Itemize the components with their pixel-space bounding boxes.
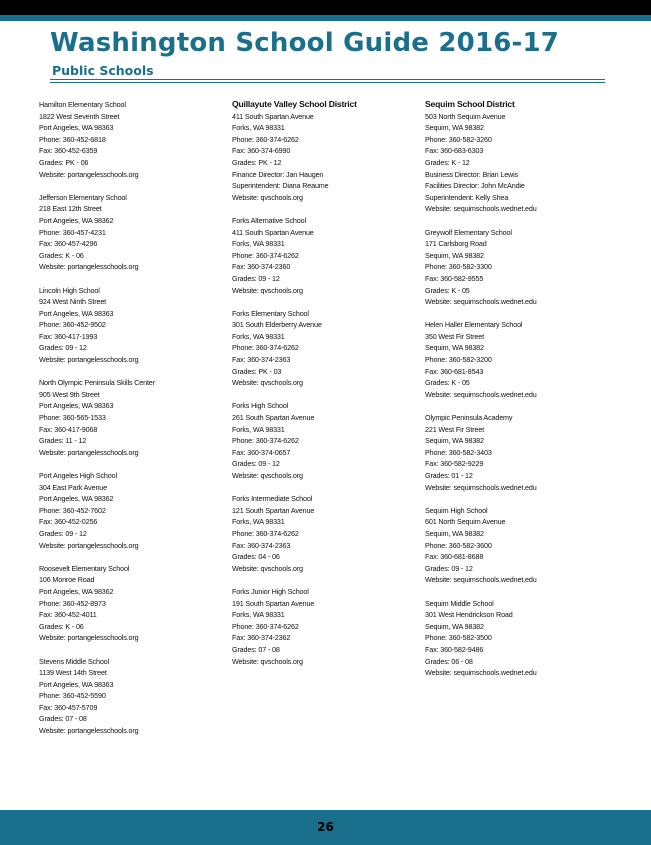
entry-line: Superintendent: Diana Reaume (232, 181, 329, 191)
entry-line: 1822 West Seventh Street (39, 111, 120, 121)
website-line: Website: qvschools.org (232, 471, 303, 480)
phone-line: Phone: 360-374-6262 (232, 436, 299, 446)
entry-line: 503 North Sequim Avenue (425, 111, 506, 121)
entry-line: Business Director: Brian Lewis (425, 169, 518, 179)
school-entry (39, 656, 224, 737)
grades-line: Grades: 01 - 12 (425, 471, 473, 480)
website-line: Website: portangelesschools.org (39, 726, 139, 736)
entry-line: Forks, WA 98331 (232, 424, 285, 434)
school-entry (39, 285, 224, 366)
district-header: Quillayute Valley School District (232, 99, 357, 109)
fax-line: Fax: 360-452-0256 (39, 517, 98, 527)
grades-line: Grades: 09 - 12 (39, 528, 87, 538)
grades-line: Grades: K - 06 (39, 621, 84, 631)
school-name: Roosevelt Elementary School (39, 563, 130, 573)
entry-line: Sequim, WA 98382 (425, 528, 484, 538)
entry-line: Forks, WA 98331 (232, 610, 285, 620)
entry-line: 121 South Spartan Avenue (232, 505, 315, 515)
phone-line: Phone: 360-582-3300 (425, 262, 492, 272)
fax-line: Fax: 360-582-9555 (425, 273, 484, 283)
entry-line: Sequim, WA 98382 (425, 250, 484, 260)
fax-line: Fax: 360-374-6990 (232, 146, 291, 156)
entry-line: 191 South Spartan Avenue (232, 598, 315, 608)
entry-line: Port Angeles, WA 98363 (39, 123, 114, 133)
phone-line: Phone: 360-374-6262 (232, 621, 299, 631)
fax-line: Fax: 360-582-9229 (425, 459, 484, 469)
school-entry (39, 377, 224, 458)
phone-line: Phone: 360-374-6262 (232, 528, 299, 538)
phone-line: Phone: 360-582-3260 (425, 134, 492, 144)
entry-line: Port Angeles, WA 98363 (39, 308, 114, 318)
page-title: Washington School Guide 2016-17 (50, 28, 560, 58)
fax-line: Fax: 360-417-9068 (39, 424, 98, 434)
fax-line: Fax: 360-681-8688 (425, 552, 484, 562)
phone-line: Phone: 360-374-6262 (232, 250, 299, 260)
website-line: Website: sequimschools.wednet.edu (425, 389, 537, 399)
phone-line: Phone: 360-565-1533 (39, 413, 106, 423)
school-entry (425, 111, 615, 215)
website-line: Website: sequimschools.wednet.edu (425, 204, 537, 214)
grades-line: Grades: 09 - 12 (232, 459, 280, 469)
entry-line: 301 West Hendrickson Road (425, 610, 513, 620)
school-name: Forks Elementary School (232, 308, 309, 318)
grades-line: Grades: PK - 03 (232, 366, 282, 376)
website-line: Website: sequimschools.wednet.edu (425, 575, 537, 585)
district-header: Sequim School District (425, 99, 515, 109)
entry-line: Port Angeles, WA 98362 (39, 586, 114, 596)
grades-line: Grades: K - 05 (425, 285, 470, 295)
fax-line: Fax: 360-452-4011 (39, 610, 97, 620)
website-line: Website: portangelesschools.org (39, 169, 139, 179)
grades-line: Grades: K - 05 (425, 378, 470, 388)
phone-line: Phone: 360-582-3600 (425, 540, 492, 550)
header-rule-top (50, 79, 605, 80)
phone-line: Phone: 360-374-6262 (232, 343, 299, 353)
fax-line: Fax: 360-457-5709 (39, 702, 98, 712)
school-name: Jefferson Elementary School (39, 192, 127, 202)
fax-line: Fax: 360-417-1993 (39, 331, 98, 341)
grades-line: Grades: 04 - 06 (232, 552, 280, 562)
entry-line: 301 South Elderberry Avenue (232, 320, 322, 330)
page-number: 26 (317, 820, 334, 834)
entry-line: 221 West Fir Street (425, 424, 484, 434)
website-line: Website: portangelesschools.org (39, 355, 139, 365)
fax-line: Fax: 360-374-2362 (232, 633, 291, 643)
website-line: Website: portangelesschools.org (39, 540, 139, 550)
school-name: Forks Intermediate School (232, 494, 313, 504)
website-line: Website: portangelesschools.org (39, 633, 139, 643)
school-name: Port Angeles High School (39, 471, 117, 480)
phone-line: Phone: 360-452-7602 (39, 505, 106, 515)
school-entry (425, 227, 615, 308)
website-line: Website: portangelesschools.org (39, 447, 139, 457)
entry-line: 350 West Fir Street (425, 331, 484, 341)
website-line: Website: qvschools.org (232, 285, 303, 295)
school-entry (39, 99, 224, 180)
school-name: Forks High School (232, 401, 289, 411)
grades-line: Grades: 09 - 12 (39, 343, 87, 353)
section-subtitle: Public Schools (52, 63, 154, 78)
phone-line: Phone: 360-457-4231 (39, 227, 106, 237)
entry-line: 924 West Ninth Street (39, 297, 107, 307)
entry-line: 1139 West 14th Street (39, 668, 107, 678)
entry-line: 601 North Sequim Avenue (425, 517, 506, 527)
grades-line: Grades: PK - 06 (39, 157, 89, 167)
entry-line: 261 South Spartan Avenue (232, 413, 315, 423)
entry-line: Sequim, WA 98382 (425, 621, 484, 631)
entry-line: Sequim, WA 98382 (425, 436, 484, 446)
website-line: Website: qvschools.org (232, 563, 303, 573)
entry-line: 106 Monroe Road (39, 575, 95, 585)
entry-line: Sequim, WA 98382 (425, 123, 484, 133)
school-entry (39, 192, 224, 273)
school-name: Sequim Middle School (425, 598, 494, 608)
fax-line: Fax: 360-457-4296 (39, 239, 98, 249)
school-name: Sequim High School (425, 505, 488, 515)
fax-line: Fax: 360-374-2363 (232, 355, 291, 365)
school-name: North Olympic Peninsula Skills Center (39, 378, 155, 388)
school-entry (232, 493, 417, 574)
school-name: Greywolf Elementary School (425, 227, 512, 237)
entry-line: 171 Carlsborg Road (425, 239, 487, 249)
school-name: Hamilton Elementary School (39, 100, 126, 109)
grades-line: Grades: 11 - 12 (39, 436, 87, 446)
school-entry (425, 598, 615, 679)
phone-line: Phone: 360-582-3403 (425, 447, 492, 457)
phone-line: Phone: 360-452-8973 (39, 598, 106, 608)
grades-line: Grades: K - 12 (425, 157, 470, 167)
top-black-bar (0, 0, 651, 15)
entry-line: Forks, WA 98331 (232, 517, 285, 527)
school-name: Forks Alternative School (232, 215, 306, 225)
grades-line: Grades: 07 - 08 (232, 644, 280, 654)
school-entry (39, 470, 224, 551)
entry-line: 411 South Spartan Avenue (232, 111, 314, 121)
fax-line: Fax: 360-681-8543 (425, 366, 484, 376)
entry-line: 218 East 12th Street (39, 204, 102, 214)
entry-line: Forks, WA 98331 (232, 123, 285, 133)
school-entry (232, 308, 417, 389)
school-name: Lincoln High School (39, 285, 100, 295)
entry-line: Port Angeles, WA 98362 (39, 215, 114, 225)
school-entry (232, 215, 417, 296)
school-entry (232, 586, 417, 667)
entry-line: Sequim, WA 98382 (425, 343, 484, 353)
entry-line: Port Angeles, WA 98362 (39, 494, 114, 504)
website-line: Website: sequimschools.wednet.edu (425, 297, 537, 307)
phone-line: Phone: 360-452-5590 (39, 691, 106, 701)
grades-line: Grades: PK - 12 (232, 157, 282, 167)
fax-line: Fax: 360-452-6359 (39, 146, 98, 156)
entry-line: Superintendent: Kelly Shea (425, 192, 509, 202)
phone-line: Phone: 360-582-3500 (425, 633, 492, 643)
school-entry (425, 412, 615, 493)
school-name: Olympic Peninsula Academy (425, 413, 513, 423)
column-3 (425, 99, 615, 690)
school-entry (39, 563, 224, 644)
entry-line: 411 South Spartan Avenue (232, 227, 314, 237)
entry-line: Facilities Director: John McAndie (425, 181, 525, 191)
fax-line: Fax: 360-374-2360 (232, 262, 291, 272)
school-name: Stevens Middle School (39, 656, 109, 666)
fax-line: Fax: 360-683-6303 (425, 146, 484, 156)
entry-line: 304 East Park Avenue (39, 482, 107, 492)
fax-line: Fax: 360-374-0657 (232, 447, 291, 457)
phone-line: Phone: 360-452-9502 (39, 320, 106, 330)
column-2 (232, 99, 417, 679)
entry-line: Finance Director: Jan Haugen (232, 169, 324, 179)
fax-line: Fax: 360-582-9486 (425, 644, 484, 654)
grades-line: Grades: 09 - 12 (232, 273, 280, 283)
grades-line: Grades: K - 06 (39, 250, 84, 260)
website-line: Website: qvschools.org (232, 192, 303, 202)
school-entry (232, 400, 417, 481)
entry-line: Forks, WA 98331 (232, 331, 285, 341)
website-line: Website: qvschools.org (232, 656, 303, 666)
website-line: Website: sequimschools.wednet.edu (425, 668, 537, 678)
fax-line: Fax: 360-374-2363 (232, 540, 291, 550)
school-name: Helen Haller Elementary School (425, 320, 523, 330)
top-accent-strip (0, 15, 651, 21)
website-line: Website: portangelesschools.org (39, 262, 139, 272)
entry-line: Port Angeles, WA 98363 (39, 401, 114, 411)
school-entry (425, 505, 615, 586)
entry-line: 905 West 9th Street (39, 389, 100, 399)
website-line: Website: sequimschools.wednet.edu (425, 482, 537, 492)
entry-line: Port Angeles, WA 98363 (39, 679, 114, 689)
phone-line: Phone: 360-374-6262 (232, 134, 299, 144)
entry-line: Forks, WA 98331 (232, 239, 285, 249)
header-rule-bottom (50, 82, 605, 83)
grades-line: Grades: 09 - 12 (425, 563, 473, 573)
phone-line: Phone: 360-582-3200 (425, 355, 492, 365)
school-entry (232, 111, 417, 204)
grades-line: Grades: 06 - 08 (425, 656, 473, 666)
school-name: Forks Junior High School (232, 586, 309, 596)
school-entry (425, 319, 615, 400)
website-line: Website: qvschools.org (232, 378, 303, 388)
phone-line: Phone: 360-452-6818 (39, 134, 106, 144)
grades-line: Grades: 07 - 08 (39, 714, 87, 724)
column-1 (39, 99, 224, 748)
